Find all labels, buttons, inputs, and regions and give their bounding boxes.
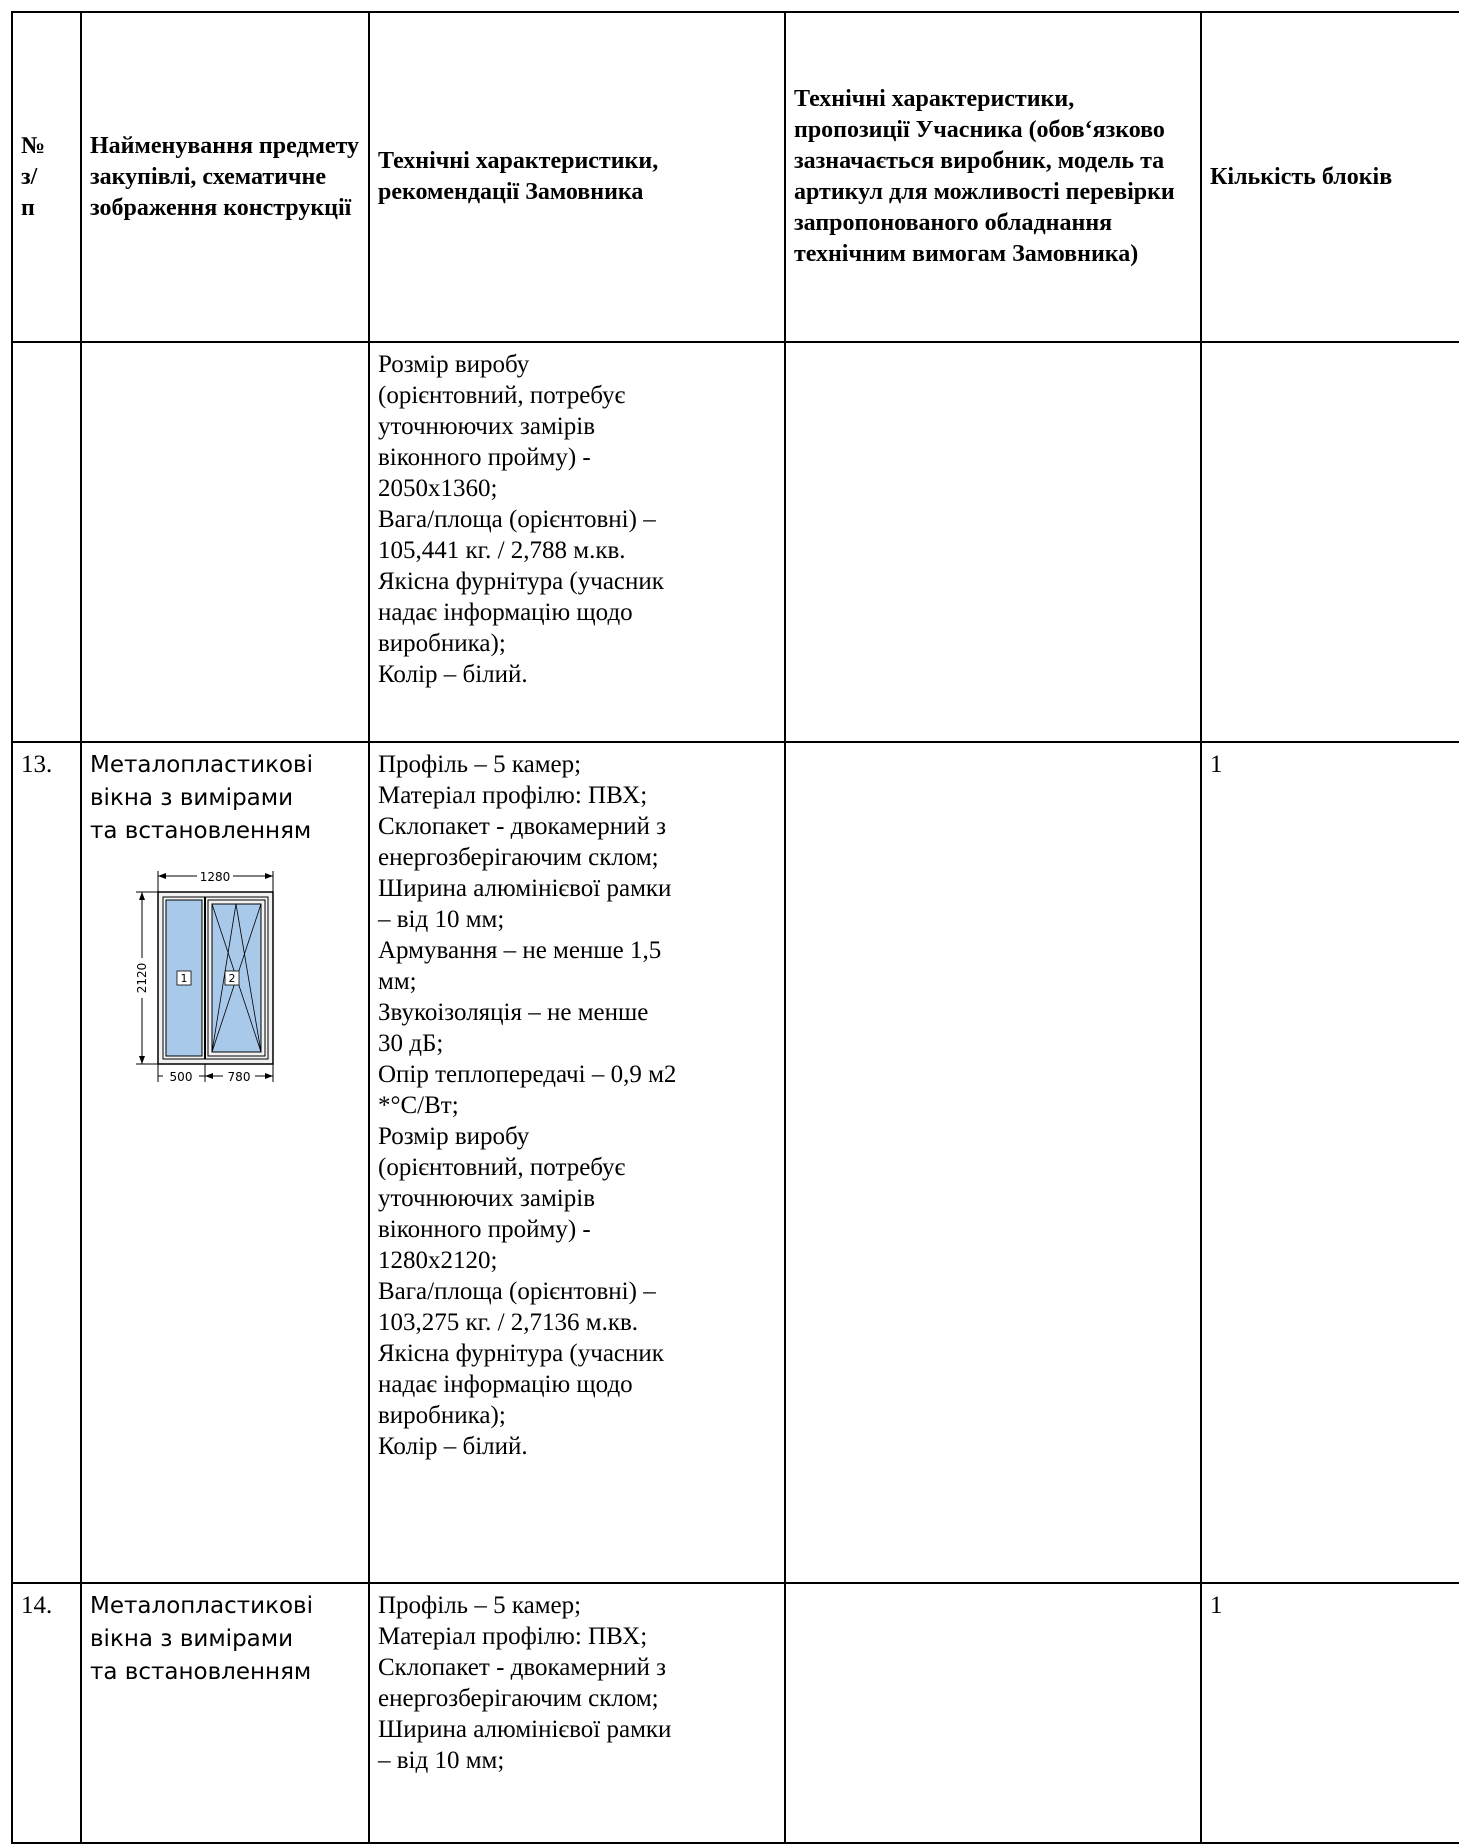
header-participant: Технічні характеристики, пропозиції Учасника (обов‘язково зазначається виробник, модель та артикул для можливості перевірки запропонованого обладнання технічним вимогам Замовника) — [785, 12, 1201, 342]
table-header-row — [12, 12, 1459, 342]
row-name — [81, 342, 369, 742]
pane-2-label: 2 — [228, 972, 236, 985]
header-qty: Кількість блоків — [1201, 12, 1459, 342]
table-row — [12, 1583, 1459, 1843]
pane-1-label: 1 — [180, 972, 188, 985]
table-row — [12, 342, 1459, 742]
table-row — [12, 742, 1459, 1583]
row-qty: 1 — [1201, 1583, 1459, 1843]
row-name — [81, 742, 369, 1583]
row-participant-spec — [785, 342, 1201, 742]
height-label: 2120 — [135, 962, 149, 994]
right-width-label: 780 — [227, 1070, 251, 1084]
row-num — [12, 342, 81, 742]
header-num: № з/ п — [12, 12, 81, 342]
row-participant-spec — [785, 1583, 1201, 1843]
left-width-label: 500 — [169, 1070, 193, 1084]
row-customer-spec: Розмір виробу (орієнтовний, потребує уточнюючих замірів віконного пройму) - 2050x1360; Вага/площа (орієнтовні) – 105,441 кг. / 2,788 м.кв. Якісна фурнітура (учасник надає інформацію щодо виробника); Колір – білий. — [369, 342, 785, 742]
row-participant-spec — [785, 742, 1201, 1583]
specification-table — [11, 11, 1459, 1844]
window-drawing — [130, 868, 280, 1098]
row-customer-spec: Профіль – 5 камер; Матеріал профілю: ПВХ; Склопакет - двокамерний з енергозберігаючим склом; Ширина алюмінієвої рамки – від 10 мм; Армування – не менше 1,5 мм; Звукоізоляція – не менше 30 дБ; Опір теплопередачі – 0,9 м2 *°C/Вт; Розмір виробу (орієнтовний, потребує уточнюючих замірів віконного пройму) - 1280x2120; Вага/площа (орієнтовні) – 103,275 кг. / 2,7136 м.кв. Якісна фурнітура (учасник надає інформацію щодо виробника); Колір – білий. — [369, 742, 785, 1583]
row-qty: 1 — [1201, 742, 1459, 1583]
header-name: Найменування предмету закупівлі, схематичне зображення конструкції — [81, 12, 369, 342]
row-name: Металопластикові вікна з вимірами та встановленням — [81, 1583, 369, 1843]
row-qty — [1201, 342, 1459, 742]
row-customer-spec: Профіль – 5 камер; Матеріал профілю: ПВХ; Склопакет - двокамерний з енергозберігаючим склом; Ширина алюмінієвої рамки – від 10 мм; — [369, 1583, 785, 1843]
header-customer: Технічні характеристики, рекомендації Замовника — [369, 12, 785, 342]
item-name: Металопластикові вікна з вимірами та встановленням — [90, 752, 313, 844]
width-label: 1280 — [199, 870, 231, 884]
row-num: 14. — [12, 1583, 81, 1843]
row-num: 13. — [12, 742, 81, 1583]
